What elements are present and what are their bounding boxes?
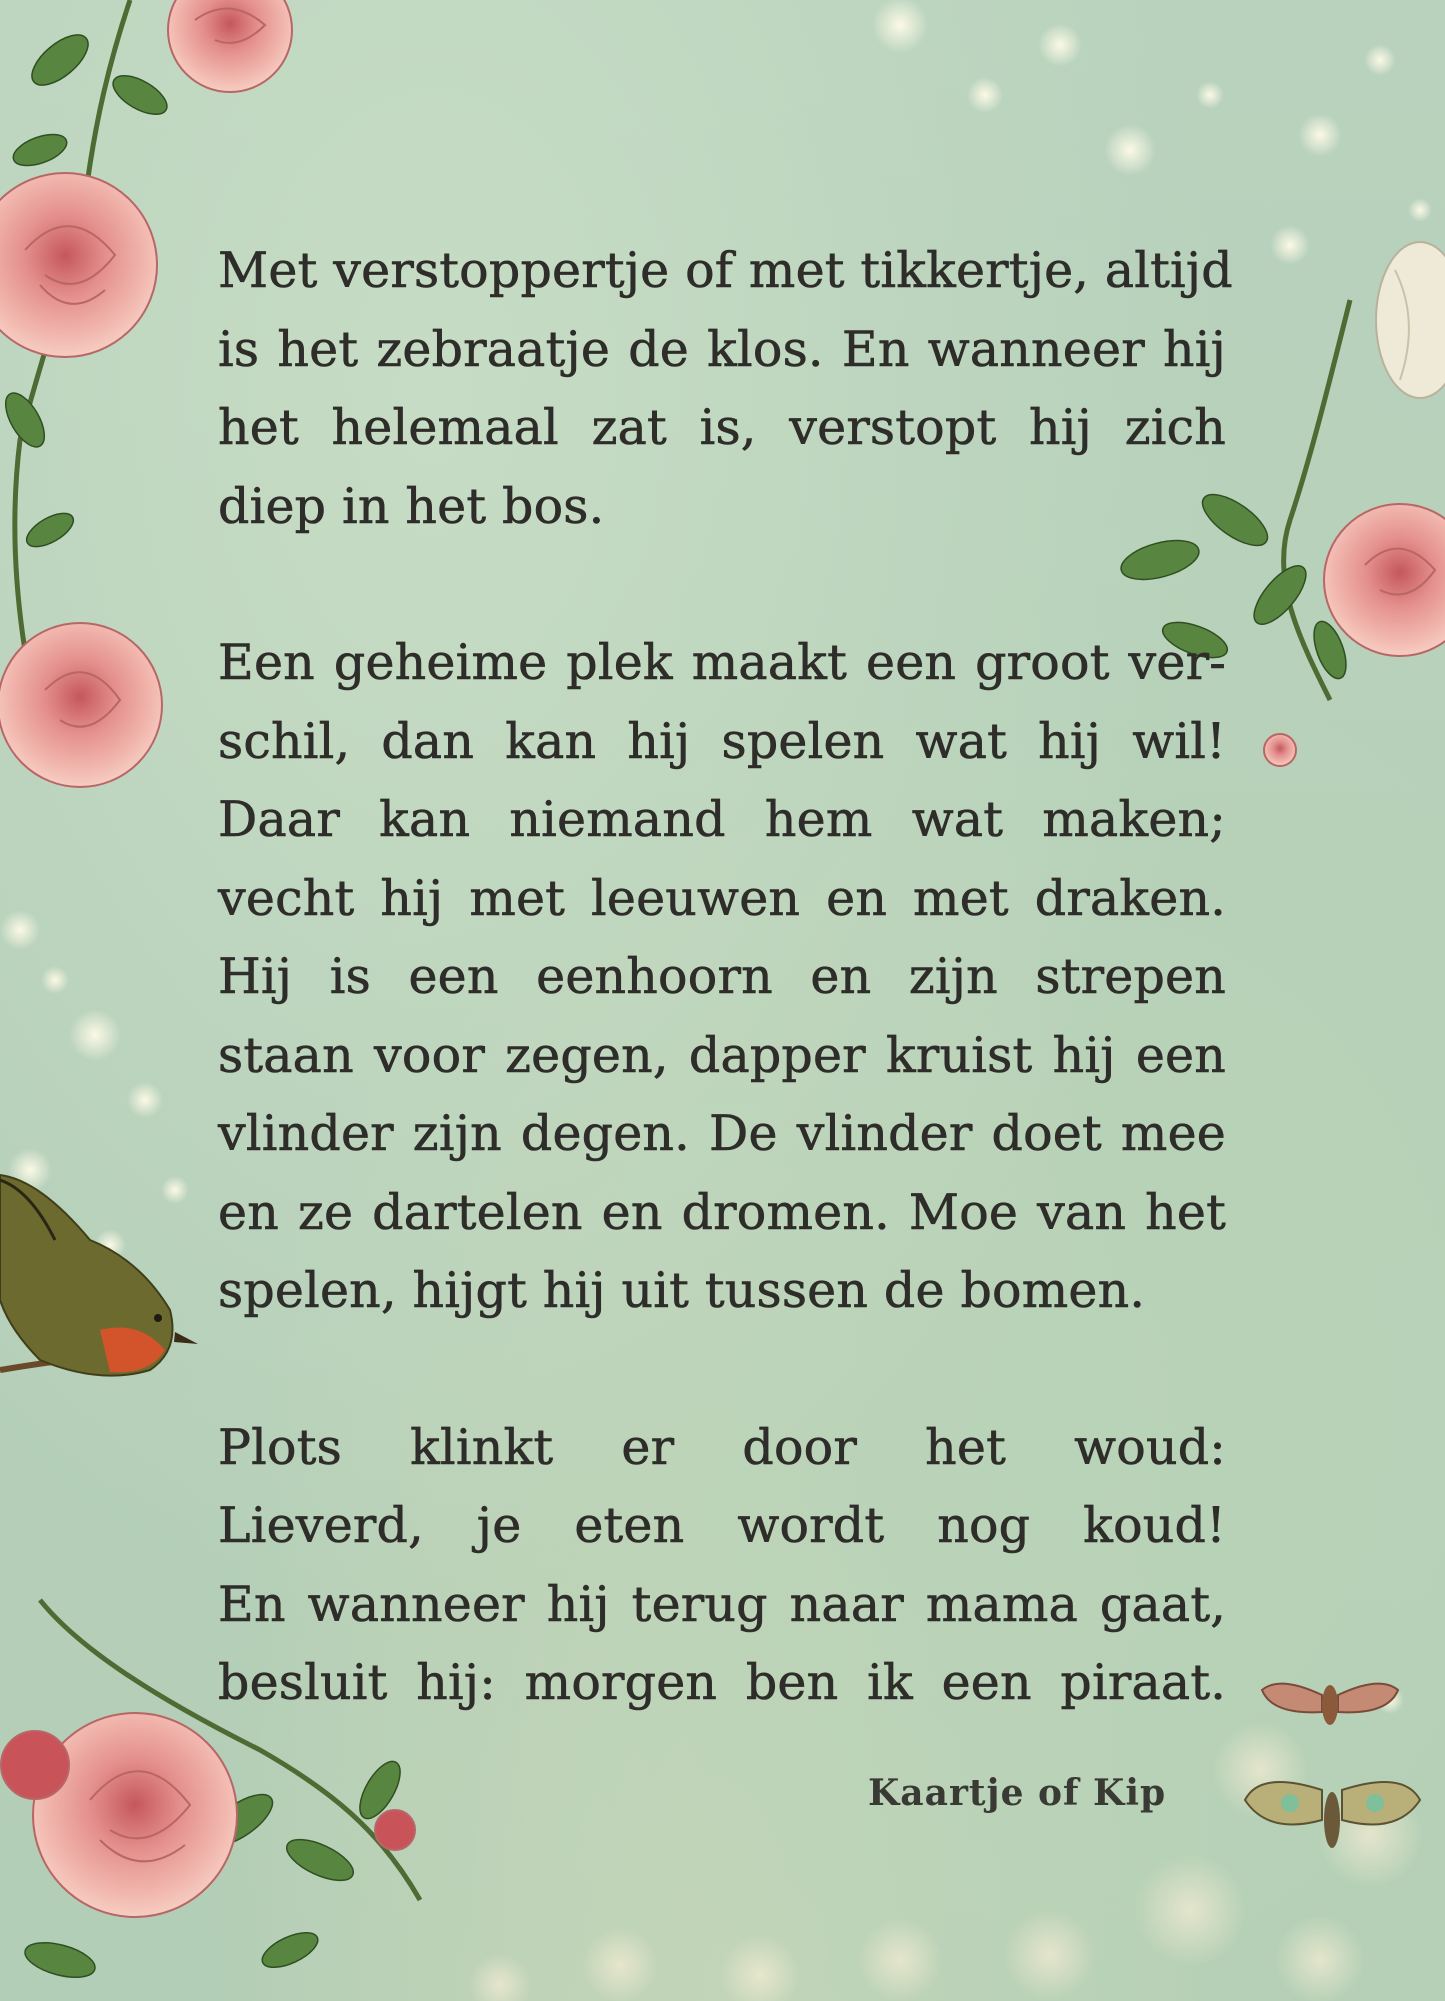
poem-line: Hij is een eenhoorn en zijn strepen (218, 948, 1226, 1005)
poem-line: het helemaal zat is, verstopt hij zich (218, 399, 1226, 456)
poem-line: Plots klinkt er door het woud: (218, 1418, 1226, 1476)
poem-line: En wanneer hij terug naar mama gaat, (218, 1575, 1226, 1633)
stanza-2 (218, 624, 1226, 1331)
poem-line: spelen, hijgt hij uit tussen de bomen. (218, 1262, 1146, 1319)
stanza-3 (218, 1409, 1226, 1723)
poem-line: besluit hij: morgen ben ik een piraat. (218, 1654, 1226, 1711)
signature: Kaartje of Kip (868, 1772, 1167, 1814)
poem-line: Een geheime plek maakt een groot ver- (218, 634, 1226, 691)
poem-line: Met verstoppertje of met tikkertje, altijd (218, 242, 1233, 299)
poem-line: vlinder zijn degen. De vlinder doet mee (218, 1105, 1226, 1162)
poem-line: Daar kan niemand hem wat maken; (218, 791, 1226, 848)
poem-line: is het zebraatje de klos. En wanneer hij (218, 320, 1226, 378)
poem-line: Lieverd, je eten wordt nog koud! (218, 1497, 1226, 1554)
white-flower-icon (1376, 242, 1445, 398)
poem-line: diep in het bos. (218, 477, 605, 535)
poem-line: vecht hij met leeuwen en met draken. (218, 869, 1226, 927)
bird-icon (0, 1175, 198, 1376)
poem-text (218, 232, 1233, 1801)
stanza-1 (218, 232, 1233, 546)
poem-line: schil, dan kan hij spelen wat hij wil! (218, 712, 1226, 770)
poem-line: en ze dartelen en dromen. Moe van het (218, 1183, 1226, 1241)
poem-line: staan voor zegen, dapper kruist hij een (218, 1026, 1226, 1084)
